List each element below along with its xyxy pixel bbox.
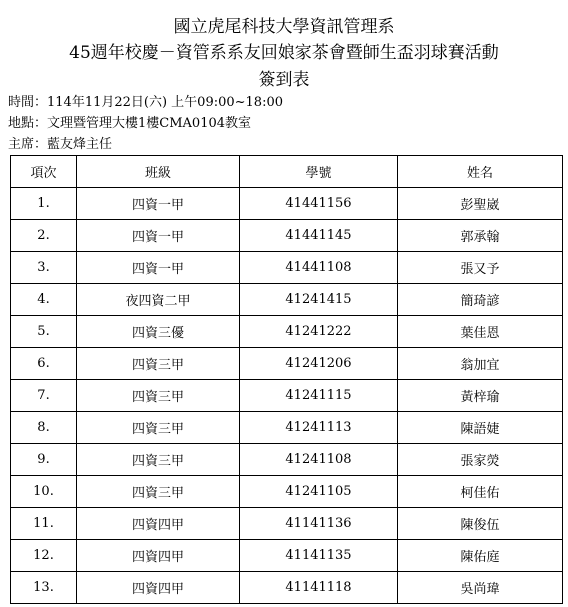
cell-class: 夜四資二甲 <box>77 284 240 316</box>
cell-item-number: 11. <box>11 508 77 540</box>
table-row <box>11 188 563 220</box>
cell-name: 簡琦諺 <box>398 284 563 316</box>
cell-class: 四資三甲 <box>77 348 240 380</box>
cell-student-id: 41241108 <box>240 444 398 476</box>
cell-student-id: 41441156 <box>240 188 398 220</box>
cell-name: 陳佑庭 <box>398 540 563 572</box>
table-row <box>11 540 563 572</box>
sign-in-table <box>10 155 563 604</box>
header-student-id: 學號 <box>240 156 398 188</box>
cell-student-id: 41241113 <box>240 412 398 444</box>
event-time: 時間：114年11月22日(六) 上午09:00~18:00 <box>8 95 283 110</box>
cell-class: 四資三優 <box>77 316 240 348</box>
cell-class: 四資一甲 <box>77 188 240 220</box>
cell-class: 四資三甲 <box>77 444 240 476</box>
header-name: 姓名 <box>398 156 563 188</box>
table-row <box>11 572 563 604</box>
cell-student-id: 41141136 <box>240 508 398 540</box>
cell-item-number: 8. <box>11 412 77 444</box>
event-host: 主席：藍友烽主任 <box>8 137 113 152</box>
cell-name: 葉佳恩 <box>398 316 563 348</box>
cell-item-number: 10. <box>11 476 77 508</box>
table-row <box>11 284 563 316</box>
cell-class: 四資三甲 <box>77 476 240 508</box>
table-row <box>11 316 563 348</box>
cell-class: 四資三甲 <box>77 380 240 412</box>
table-row <box>11 476 563 508</box>
table-header-row <box>11 156 563 188</box>
cell-item-number: 1. <box>11 188 77 220</box>
cell-student-id: 41441145 <box>240 220 398 252</box>
cell-student-id: 41141118 <box>240 572 398 604</box>
cell-name: 陳俊伍 <box>398 508 563 540</box>
cell-item-number: 3. <box>11 252 77 284</box>
cell-name: 吳尚瑋 <box>398 572 563 604</box>
cell-class: 四資一甲 <box>77 252 240 284</box>
cell-class: 四資三甲 <box>77 412 240 444</box>
table-row <box>11 444 563 476</box>
cell-student-id: 41241115 <box>240 380 398 412</box>
cell-name: 柯佳佑 <box>398 476 563 508</box>
cell-name: 張家熒 <box>398 444 563 476</box>
university-department-title: 國立虎尾科技大學資訊管理系 <box>173 17 395 37</box>
cell-name: 郭承翰 <box>398 220 563 252</box>
cell-item-number: 9. <box>11 444 77 476</box>
table-row <box>11 508 563 540</box>
cell-class: 四資四甲 <box>77 572 240 604</box>
header-item-number: 項次 <box>11 156 77 188</box>
cell-student-id: 41241222 <box>240 316 398 348</box>
table-row <box>11 380 563 412</box>
header-class: 班級 <box>77 156 240 188</box>
sign-in-sheet-title: 簽到表 <box>258 70 310 90</box>
cell-class: 四資四甲 <box>77 540 240 572</box>
cell-name: 張又予 <box>398 252 563 284</box>
cell-item-number: 5. <box>11 316 77 348</box>
table-row <box>11 252 563 284</box>
cell-item-number: 13. <box>11 572 77 604</box>
table-body <box>11 188 563 604</box>
cell-student-id: 41241105 <box>240 476 398 508</box>
event-place: 地點：文理暨管理大樓1樓CMA0104教室 <box>8 116 252 131</box>
cell-student-id: 41241415 <box>240 284 398 316</box>
cell-item-number: 12. <box>11 540 77 572</box>
cell-item-number: 7. <box>11 380 77 412</box>
event-title: 45週年校慶－資管系系友回娘家茶會暨師生盃羽球賽活動 <box>69 43 499 63</box>
cell-name: 陳語婕 <box>398 412 563 444</box>
cell-student-id: 41441108 <box>240 252 398 284</box>
cell-class: 四資一甲 <box>77 220 240 252</box>
cell-name: 彭聖崴 <box>398 188 563 220</box>
table-row <box>11 412 563 444</box>
cell-student-id: 41241206 <box>240 348 398 380</box>
cell-item-number: 2. <box>11 220 77 252</box>
table-row <box>11 348 563 380</box>
table-row <box>11 220 563 252</box>
cell-name: 黃梓瑜 <box>398 380 563 412</box>
cell-student-id: 41141135 <box>240 540 398 572</box>
cell-name: 翁加宜 <box>398 348 563 380</box>
cell-class: 四資四甲 <box>77 508 240 540</box>
cell-item-number: 6. <box>11 348 77 380</box>
cell-item-number: 4. <box>11 284 77 316</box>
